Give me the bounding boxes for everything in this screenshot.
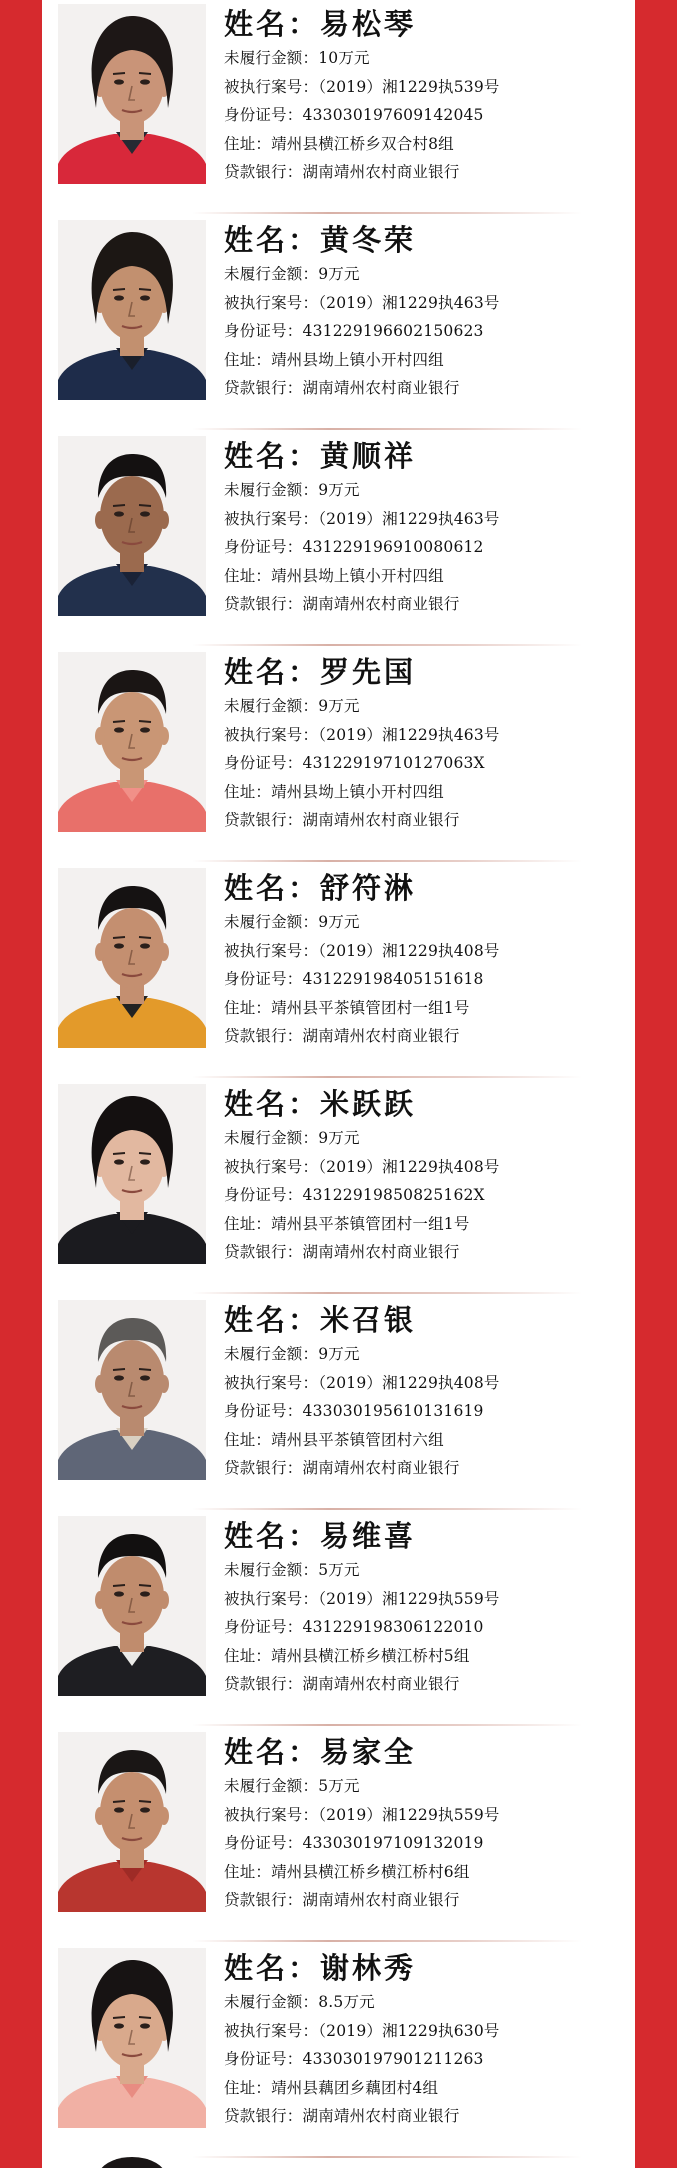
case-number-value: （2019）湘1229执539号 [318,77,500,96]
address-label: 住址： [224,566,272,585]
id-number [224,1829,624,1858]
name-label: 姓名： [224,871,321,905]
id-number-value: 431229196910080612 [302,538,484,557]
person-info [224,654,624,835]
person-info [224,1734,624,1915]
case-number-label: 被执行案号： [224,1157,319,1176]
loan-bank-label: 贷款银行： [224,1891,303,1910]
person-info [224,6,624,187]
case-number-label: 被执行案号： [224,293,319,312]
outstanding-amount-value: 5万元 [318,1561,360,1579]
person-card [42,432,635,648]
case-number-value: （2019）湘1229执408号 [318,1157,500,1176]
address [224,1426,624,1455]
outstanding-amount [224,1556,624,1585]
outstanding-amount-value: 9万元 [318,697,360,715]
id-number-label: 身份证号： [224,970,303,989]
person-card [42,1944,635,2160]
id-number-label: 身份证号： [224,1834,303,1853]
loan-bank-value: 湖南靖州农村商业银行 [302,1243,460,1262]
person-photo [58,868,206,1048]
outstanding-amount [224,1772,624,1801]
id-number-value: 43122919850825162X [302,1186,485,1205]
address [224,778,624,807]
loan-bank-label: 贷款银行： [224,1243,303,1262]
address-value: 靖州县平茶镇管团村一组1号 [271,1214,470,1233]
outstanding-amount-value: 10万元 [318,49,370,67]
person-info [224,438,624,619]
outstanding-amount-value: 9万元 [318,265,360,283]
id-number-value: 431229198306122010 [302,1618,484,1637]
case-number-label: 被执行案号： [224,1373,319,1392]
loan-bank [224,2102,624,2131]
person-info [224,1950,624,2131]
name-label: 姓名： [224,1087,321,1121]
id-number [224,533,624,562]
case-number-value: （2019）湘1229执559号 [318,1805,500,1824]
name-value: 谢林秀 [320,1951,417,1985]
case-number [224,937,624,966]
id-number-label: 身份证号： [224,106,303,125]
case-number-label: 被执行案号： [224,1589,319,1608]
loan-bank-label: 贷款银行： [224,2107,303,2126]
loan-bank [224,1238,624,1267]
person-photo [58,436,206,616]
address-label: 住址： [224,998,272,1017]
card-divider [192,212,582,214]
person-info [224,1086,624,1267]
person-card [42,0,635,216]
name-label: 姓名： [224,1303,321,1337]
case-number-value: （2019）湘1229执463号 [318,725,500,744]
name-label: 姓名： [224,7,321,41]
address [224,130,624,159]
person-photo [58,1300,206,1480]
address-label: 住址： [224,2078,272,2097]
loan-bank-label: 贷款银行： [224,811,303,830]
name-label: 姓名： [224,1951,321,1985]
address [224,1642,624,1671]
id-number [224,749,624,778]
person-photo [58,4,206,184]
card-divider [192,1724,582,1726]
outstanding-amount-label: 未履行金额： [224,1561,319,1579]
address-label: 住址： [224,1862,272,1881]
case-number-value: （2019）湘1229执559号 [318,1589,500,1608]
loan-bank [224,1670,624,1699]
outstanding-amount-label: 未履行金额： [224,265,319,283]
card-divider [192,644,582,646]
id-number-label: 身份证号： [224,1402,303,1421]
outstanding-amount-value: 8.5万元 [318,1993,375,2011]
address [224,994,624,1023]
person-card [42,1080,635,1296]
wanted-list-panel [42,0,635,2168]
outstanding-amount [224,1340,624,1369]
outstanding-amount-value: 9万元 [318,1129,360,1147]
person-info [224,1518,624,1699]
loan-bank-value: 湖南靖州农村商业银行 [302,163,460,182]
id-number-value: 433030195610131619 [302,1402,484,1421]
loan-bank [224,1886,624,1915]
id-number [224,1397,624,1426]
person-photo [58,220,206,400]
outstanding-amount-label: 未履行金额： [224,1129,319,1147]
case-number-value: （2019）湘1229执463号 [318,293,500,312]
outstanding-amount-label: 未履行金额： [224,1777,319,1795]
address [224,1210,624,1239]
id-number-value: 431229196602150623 [302,322,484,341]
id-number [224,1613,624,1642]
id-number-label: 身份证号： [224,1618,303,1637]
id-number [224,965,624,994]
id-number-value: 433030197901211263 [302,2050,484,2069]
id-number-value: 431229198405151618 [302,970,484,989]
loan-bank-label: 贷款银行： [224,163,303,182]
id-number-value: 43122919710127063X [302,754,485,773]
card-divider [192,1940,582,1942]
case-number-label: 被执行案号： [224,2021,319,2040]
outstanding-amount-value: 9万元 [318,481,360,499]
loan-bank-value: 湖南靖州农村商业银行 [302,1459,460,1478]
case-number [224,1369,624,1398]
person-name [224,1950,624,1988]
case-number [224,1153,624,1182]
next-person-photo-partial [58,2154,206,2168]
person-card [42,1296,635,1512]
case-number [224,73,624,102]
outstanding-amount-label: 未履行金额： [224,697,319,715]
address-label: 住址： [224,1430,272,1449]
loan-bank-value: 湖南靖州农村商业银行 [302,2107,460,2126]
outstanding-amount-label: 未履行金额： [224,481,319,499]
name-value: 米跃跃 [320,1087,417,1121]
person-info [224,222,624,403]
outstanding-amount-label: 未履行金额： [224,913,319,931]
case-number [224,1585,624,1614]
case-number [224,289,624,318]
loan-bank [224,374,624,403]
address-value: 靖州县横江桥乡横江桥村5组 [271,1646,470,1665]
name-label: 姓名： [224,439,321,473]
loan-bank-value: 湖南靖州农村商业银行 [302,1027,460,1046]
outstanding-amount-label: 未履行金额： [224,49,319,67]
loan-bank-label: 贷款银行： [224,1459,303,1478]
outstanding-amount [224,260,624,289]
id-number [224,1181,624,1210]
person-photo [58,1948,206,2128]
case-number-label: 被执行案号： [224,509,319,528]
address-label: 住址： [224,134,272,153]
loan-bank-value: 湖南靖州农村商业银行 [302,379,460,398]
address-value: 靖州县坳上镇小开村四组 [271,782,444,801]
card-divider [192,860,582,862]
address-value: 靖州县横江桥乡横江桥村6组 [271,1862,470,1881]
outstanding-amount-value: 9万元 [318,1345,360,1363]
person-name [224,222,624,260]
case-number-value: （2019）湘1229执463号 [318,509,500,528]
person-info [224,1302,624,1483]
loan-bank-value: 湖南靖州农村商业银行 [302,1891,460,1910]
outstanding-amount [224,908,624,937]
address-label: 住址： [224,350,272,369]
card-divider [192,428,582,430]
outstanding-amount [224,1988,624,2017]
person-photo [58,652,206,832]
id-number-label: 身份证号： [224,538,303,557]
outstanding-amount [224,44,624,73]
card-divider [192,2156,582,2158]
outstanding-amount [224,692,624,721]
loan-bank-value: 湖南靖州农村商业银行 [302,811,460,830]
address-label: 住址： [224,782,272,801]
loan-bank [224,1454,624,1483]
loan-bank [224,158,624,187]
person-name [224,438,624,476]
person-card [42,648,635,864]
id-number [224,2045,624,2074]
name-value: 黄顺祥 [320,439,417,473]
name-label: 姓名： [224,655,321,689]
address-value: 靖州县坳上镇小开村四组 [271,566,444,585]
address-value: 靖州县平茶镇管团村一组1号 [271,998,470,1017]
case-number-value: （2019）湘1229执630号 [318,2021,500,2040]
loan-bank [224,1022,624,1051]
address-value: 靖州县平茶镇管团村六组 [271,1430,444,1449]
person-name [224,1086,624,1124]
outstanding-amount-value: 5万元 [318,1777,360,1795]
name-label: 姓名： [224,223,321,257]
case-number [224,505,624,534]
address-label: 住址： [224,1646,272,1665]
case-number [224,721,624,750]
card-divider [192,1292,582,1294]
name-label: 姓名： [224,1519,321,1553]
name-value: 易家全 [320,1735,417,1769]
person-name [224,1734,624,1772]
case-number-value: （2019）湘1229执408号 [318,941,500,960]
person-card [42,216,635,432]
id-number-label: 身份证号： [224,1186,303,1205]
address [224,1858,624,1887]
address-label: 住址： [224,1214,272,1233]
address [224,562,624,591]
loan-bank-label: 贷款银行： [224,1675,303,1694]
person-card [42,864,635,1080]
outstanding-amount-value: 9万元 [318,913,360,931]
case-number-value: （2019）湘1229执408号 [318,1373,500,1392]
person-name [224,654,624,692]
person-name [224,870,624,908]
case-number-label: 被执行案号： [224,1805,319,1824]
outstanding-amount-label: 未履行金额： [224,1993,319,2011]
address-value: 靖州县藕团乡藕团村4组 [271,2078,439,2097]
name-value: 米召银 [320,1303,417,1337]
address-value: 靖州县横江桥乡双合村8组 [271,134,454,153]
loan-bank-label: 贷款银行： [224,595,303,614]
person-name [224,1302,624,1340]
id-number-value: 433030197609142045 [302,106,484,125]
case-number [224,1801,624,1830]
case-number-label: 被执行案号： [224,725,319,744]
loan-bank [224,590,624,619]
id-number-value: 433030197109132019 [302,1834,484,1853]
outstanding-amount [224,476,624,505]
loan-bank-label: 贷款银行： [224,1027,303,1046]
name-label: 姓名： [224,1735,321,1769]
loan-bank-value: 湖南靖州农村商业银行 [302,595,460,614]
loan-bank-value: 湖南靖州农村商业银行 [302,1675,460,1694]
outstanding-amount-label: 未履行金额： [224,1345,319,1363]
id-number [224,101,624,130]
address-value: 靖州县坳上镇小开村四组 [271,350,444,369]
id-number-label: 身份证号： [224,2050,303,2069]
person-photo [58,1732,206,1912]
name-value: 易松琴 [320,7,417,41]
person-info [224,870,624,1051]
person-name [224,1518,624,1556]
card-divider [192,1508,582,1510]
id-number [224,317,624,346]
person-name [224,6,624,44]
address [224,2074,624,2103]
name-value: 易维喜 [320,1519,417,1553]
card-divider [192,1076,582,1078]
name-value: 黄冬荣 [320,223,417,257]
case-number [224,2017,624,2046]
id-number-label: 身份证号： [224,754,303,773]
case-number-label: 被执行案号： [224,941,319,960]
person-card [42,1512,635,1728]
address [224,346,624,375]
name-value: 舒符淋 [320,871,417,905]
person-photo [58,1516,206,1696]
person-photo [58,1084,206,1264]
outstanding-amount [224,1124,624,1153]
loan-bank-label: 贷款银行： [224,379,303,398]
loan-bank [224,806,624,835]
id-number-label: 身份证号： [224,322,303,341]
case-number-label: 被执行案号： [224,77,319,96]
person-card [42,1728,635,1944]
name-value: 罗先国 [320,655,417,689]
